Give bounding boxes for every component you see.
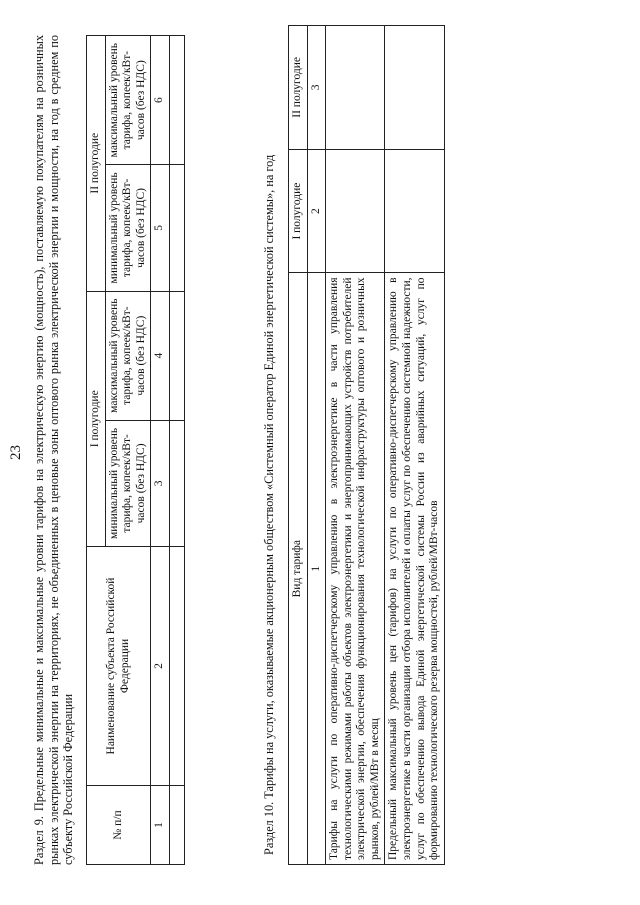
empty-cell <box>385 26 444 150</box>
empty-cell <box>326 149 385 273</box>
col-number: 1 <box>307 273 326 865</box>
table-row <box>385 26 444 865</box>
empty-cell <box>326 26 385 150</box>
column-number-row <box>307 26 326 865</box>
section-9-title: Раздел 9. Предельные минимальные и максимальные уровни тарифов на электрическую энергию (мощность), поставляемую покупателям на розничных рынках электрической энергии на территориях, не объединенных в ценовые зоны оптового рынка электрической энергии и мощности, на год в среднем по субъекту Российской Федерации <box>32 35 75 865</box>
col-number: 6 <box>151 36 170 165</box>
col-number: 2 <box>151 547 170 786</box>
header-half2: II полугодие <box>289 26 308 150</box>
tariff-description: Предельный максимальный уровень цен (тарифов) на услуги по оперативно-диспетчерскому управлению в электроэнергетике в части организации отбора исполнителей и оплаты услуг по обеспечению системной надежности, услуг по обеспечению вывода Единой энергетической системы России из аварийных ситуаций, услуг по формированию технологического резерва мощностей, рублей/МВт-часов <box>385 273 444 865</box>
column-number-row <box>151 36 170 865</box>
header-min1: минимальный уровень тарифа, копеек/кВт-часов (без НДС) <box>105 420 151 546</box>
empty-cell <box>169 291 184 420</box>
header-half1: I полугодие <box>289 149 308 273</box>
header-tariff-type: Вид тарифа <box>289 273 308 865</box>
page-number: 23 <box>8 445 24 460</box>
section-10-title: Раздел 10. Тарифы на услуги, оказываемые акционерным обществом «Системный оператор Единой энергетической системы», на год <box>262 154 276 855</box>
col-number: 4 <box>151 291 170 420</box>
empty-cell <box>169 420 184 546</box>
header-half2: II полугодие <box>87 36 106 292</box>
header-num: № п/п <box>87 786 151 865</box>
col-number: 1 <box>151 786 170 865</box>
table-row <box>326 26 385 865</box>
tariff-description: Тарифы на услуги по оперативно-диспетчерскому управлению в электроэнергетике в части управления технологическими режимами работы объектов электроэнергетики и энергопринимающих устройств потребителей электрической энергии, обеспечения функционирования технологической инфраструктуры оптового и розничных рынков, рублей/МВт в месяц <box>326 273 385 865</box>
empty-cell <box>169 547 184 786</box>
col-number: 3 <box>307 26 326 150</box>
header-min2: минимальный уровень тарифа, копеек/кВт-часов (без НДС) <box>105 165 151 291</box>
header-region: Наименование субъекта Российской Федерации <box>87 547 151 786</box>
col-number: 3 <box>151 420 170 546</box>
section-9-table <box>86 35 185 865</box>
col-number: 5 <box>151 165 170 291</box>
empty-cell <box>169 786 184 865</box>
section-10-table <box>288 25 445 865</box>
empty-cell <box>169 165 184 291</box>
empty-cell <box>385 149 444 273</box>
col-number: 2 <box>307 149 326 273</box>
header-max1: максимальный уровень тарифа, копеек/кВт-часов (без НДС) <box>105 291 151 420</box>
empty-row <box>169 36 184 865</box>
header-half1: I полугодие <box>87 291 106 546</box>
header-max2: максимальный уровень тарифа, копеек/кВт-часов (без НДС) <box>105 36 151 165</box>
empty-cell <box>169 36 184 165</box>
